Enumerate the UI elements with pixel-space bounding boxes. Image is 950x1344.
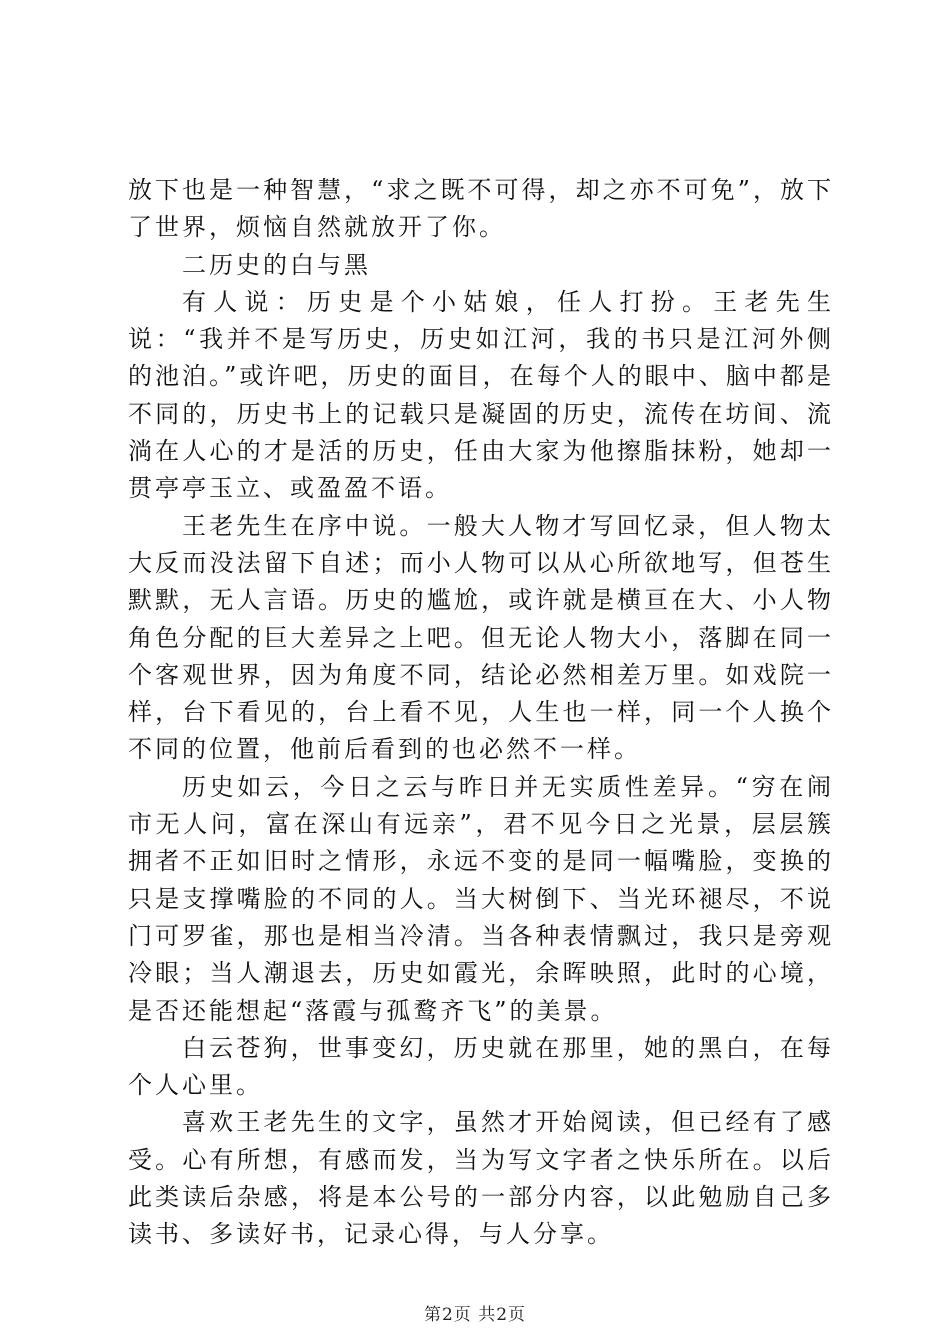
paragraph: 历史如云，今日之云与昨日并无实质性差异。“穷在闹市无人问，富在深山有远亲”，君不见今日之光景，层层簇拥者不正如旧时之情形，永远不变的是同一幅嘴脸，变换的只是支撑嘴脸的不同的人。当大树倒下、当光环褪尽，不说门可罗雀，那也是相当冷清。当各种表情飘过，我只是旁观冷眼；当人潮退去，历史如霞光，余晖映照，此时的心境，是否还能想起“落霞与孤鹜齐飞”的美景。 [128,772,834,1025]
paragraph: 喜欢王老先生的文字，虽然才开始阅读，但已经有了感受。心有所想，有感而发，当为写文字者之快乐所在。以后此类读后杂感，将是本公号的一部分内容，以此勉励自己多读书、多读好书，记录心得，与人分享。 [128,1108,834,1249]
document-body [128,172,834,1254]
section-heading: 二历史的白与黑 [182,250,371,279]
paragraph: 王老先生在序中说。一般大人物才写回忆录，但人物太大反而没法留下自述；而小人物可以从心所欲地写，但苍生默默，无人言语。历史的尴尬，或许就是横亘在大、小人物角色分配的巨大差异之上吧。但无论人物大小，落脚在同一个客观世界，因为角度不同，结论必然相差万里。如戏院一样，台下看见的，台上看不见，人生也一样，同一个人换个不同的位置，他前后看到的也必然不一样。 [128,511,834,764]
paragraph: 有人说：历史是个小姑娘，任人打扮。王老先生说：“我并不是写历史，历史如江河，我的书只是江河外侧的池泊。”或许吧，历史的面目，在每个人的眼中、脑中都是不同的，历史书上的记载只是凝固的历史，流传在坊间、流淌在人心的才是活的历史，任由大家为他擦脂抹粉，她却一贯亭亭玉立、或盈盈不语。 [128,287,834,503]
page-number-footer: 第2页 共2页 [423,1305,527,1325]
paragraph: 白云苍狗，世事变幻，历史就在那里，她的黑白，在每个人心里。 [128,1033,834,1100]
paragraph-continuation: 放下也是一种智慧，“求之既不可得，却之亦不可免”，放下了世界，烦恼自然就放开了你。 [128,176,834,242]
